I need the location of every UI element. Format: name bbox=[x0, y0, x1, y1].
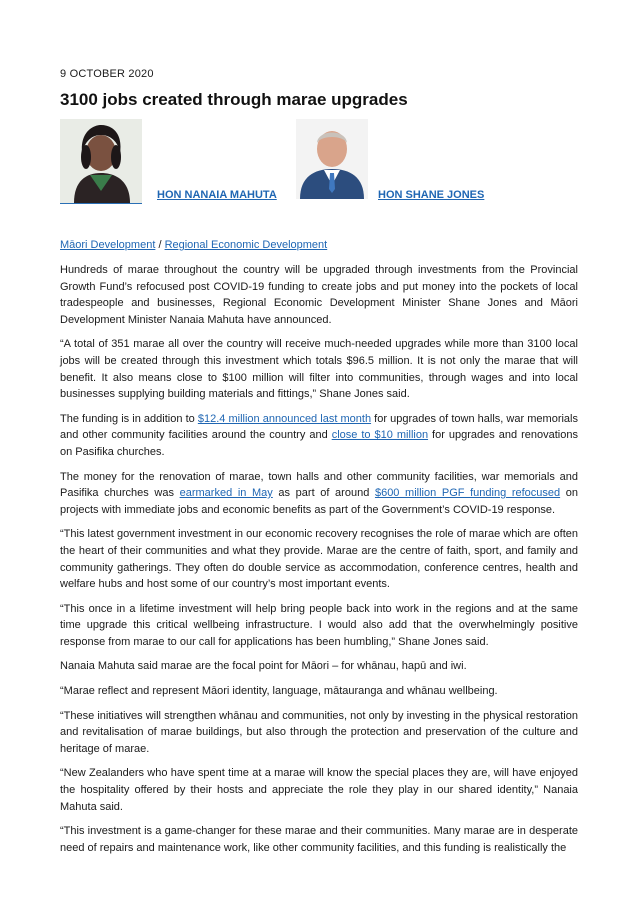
paragraph: “A total of 351 marae all over the country will receive much-needed upgrades while more than 3100 local jobs will be created through this investment which totals $96.5 million. It is not only the marae that will benefit. It also means close to $100 million will filter into communities, through wages and into local businesses supplying building materials and fittings,” Shane Jones said. bbox=[60, 338, 578, 401]
article-body bbox=[60, 262, 578, 864]
tag-link-maori-development[interactable]: Māori Development bbox=[60, 239, 156, 251]
paragraph: “This investment is a game-changer for these marae and their communities. Many marae are in desperate need of repairs and maintenance work, like other community facilities, and this funding is realistically the bbox=[60, 825, 578, 854]
portrait-man-icon bbox=[296, 119, 368, 199]
paragraph: “Marae reflect and represent Māori identity, language, mātauranga and whānau wellbeing. bbox=[60, 685, 498, 698]
author-photo-mahuta[interactable] bbox=[60, 119, 142, 204]
portrait-woman-icon bbox=[60, 119, 142, 203]
paragraph bbox=[60, 469, 578, 519]
paragraph: “These initiatives will strengthen whānau and communities, not only by investing in the physical restoration and revitalisation of marae buildings, but also through the protection and preservation of the culture and heritage of marae. bbox=[60, 709, 578, 755]
paragraph: Hundreds of marae throughout the country will be upgraded through investments from the Provincial Growth Fund’s refocused post COVID-19 funding to create jobs and put money into the pockets of local tradespeople and businesses, Regional Economic Development Minister Shane Jones and Māori Development Minister Nanaia Mahuta have announced. bbox=[60, 264, 578, 326]
paragraph: Nanaia Mahuta said marae are the focal point for Māori – for whānau, hapū and iwi. bbox=[60, 660, 467, 673]
paragraph bbox=[60, 411, 578, 461]
author-photo-jones[interactable] bbox=[296, 119, 368, 199]
link-600-million-pgf[interactable]: $600 million PGF funding refocused bbox=[374, 487, 561, 500]
paragraph-text: as part of around bbox=[272, 487, 375, 500]
author-link-mahuta[interactable]: HON NANAIA MAHUTA bbox=[157, 189, 277, 201]
paragraph-text: on projects with immediate jobs and economic benefits as part of the Government’s COVID-19 response. bbox=[60, 487, 578, 516]
paragraph: “This latest government investment in our economic recovery recognises the role of marae which are often the heart of their communities and what they provide. Marae are the centre of faith, sport, and family and community gatherings. They often do double service as accommodation, conference centres, health and welfare hubs and host some of our country’s most important events. bbox=[60, 528, 578, 591]
paragraph: “New Zealanders who have spent time at a marae will know the special places they are, will have enjoyed the hospitality offered by their hosts and appreciate the role they play in our shared identity,” Nanaia Mahuta said. bbox=[60, 767, 578, 813]
tag-link-regional-economic-development[interactable]: Regional Economic Development bbox=[164, 239, 328, 251]
paragraph-text: for upgrades of town halls, war memorials and other community facilities around the country and bbox=[60, 412, 578, 442]
link-earmarked-in-may[interactable]: earmarked in May bbox=[179, 487, 273, 500]
paragraph-text: for upgrades and renovations on Pasifika churches. bbox=[60, 429, 578, 458]
link-12-4-million[interactable]: $12.4 million announced last month bbox=[197, 412, 372, 425]
release-date: 9 OCTOBER 2020 bbox=[60, 68, 154, 80]
page-title: 3100 jobs created through marae upgrades bbox=[60, 90, 408, 109]
paragraph-text: The money for the renovation of marae, town halls and other community facilities, war memorials and Pasifika churches was bbox=[60, 470, 578, 500]
tag-list bbox=[60, 239, 327, 251]
author-row bbox=[60, 119, 578, 205]
author-link-jones[interactable]: HON SHANE JONES bbox=[378, 189, 485, 201]
paragraph: “This once in a lifetime investment will help bring people back into work in the regions and at the same time upgrade this critical wellbeing infrastructure. I would also add that the overwhelmingly positive response from marae to our call for applications has been humbling,” Shane Jones said. bbox=[60, 602, 578, 648]
tag-separator: / bbox=[158, 239, 162, 251]
paragraph-text: The funding is in addition to bbox=[60, 412, 198, 425]
link-close-to-10-million[interactable]: close to $10 million bbox=[331, 429, 429, 442]
